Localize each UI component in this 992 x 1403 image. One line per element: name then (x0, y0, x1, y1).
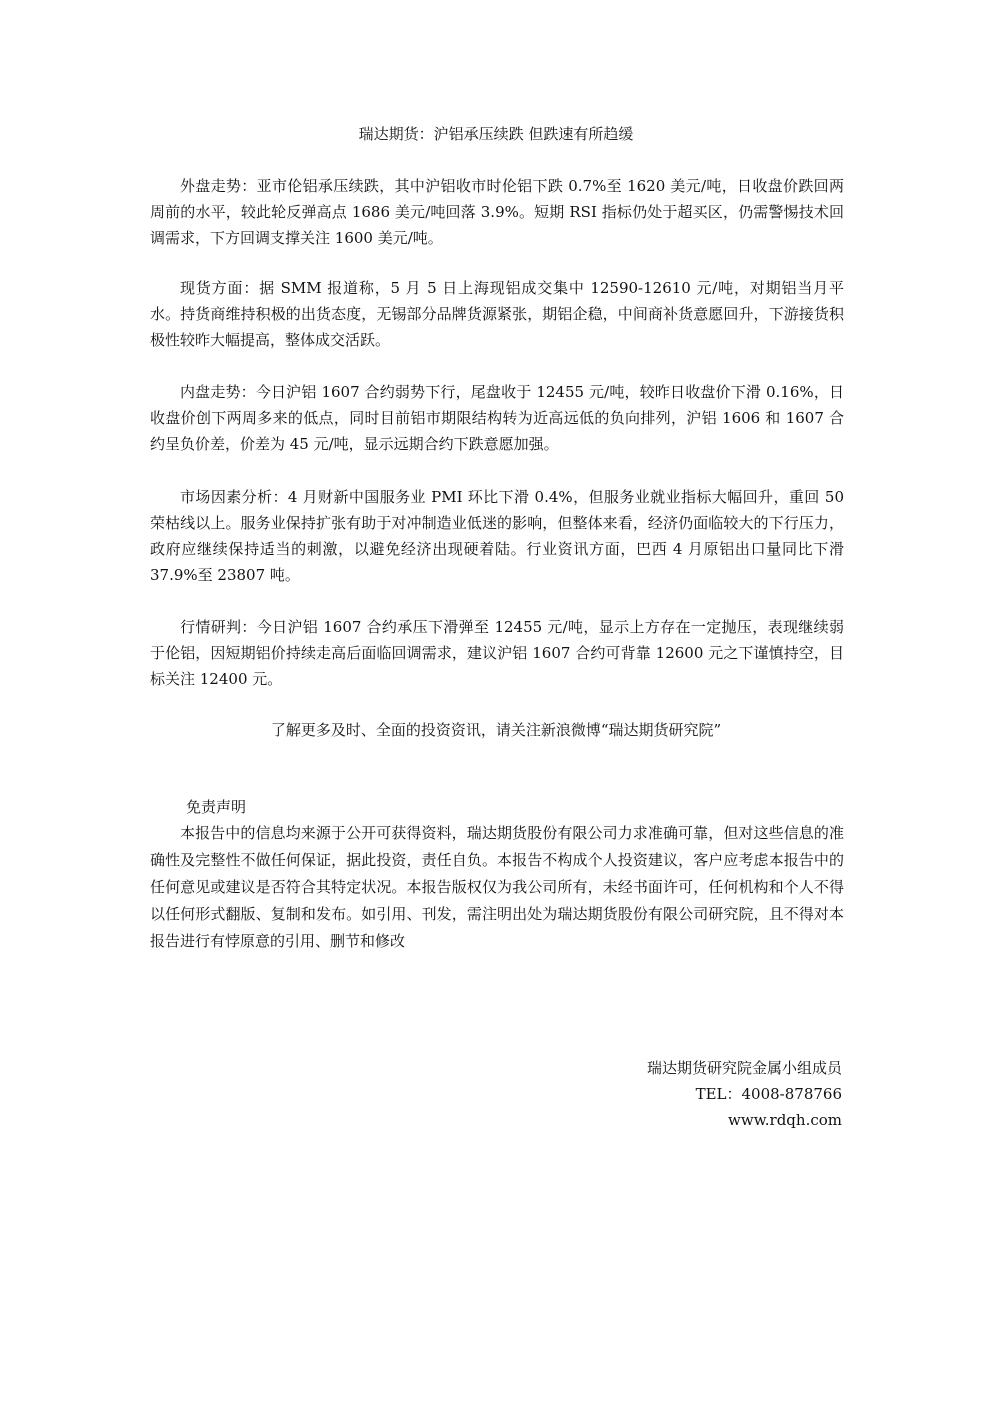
paragraph-market-factors: 市场因素分析：4 月财新中国服务业 PMI 环比下滑 0.4%，但服务业就业指标大幅回升，重回 50 荣枯线以上。服务业保持扩张有助于对冲制造业低迷的影响，但整体来看，经济仍面临较大的下行压力，政府应继续保持适当的刺激，以避免经济出现硬着陆。行业资讯方面，巴西 4 月原铝出口量同比下滑 37.9%至 23807 吨。 (150, 488, 844, 584)
document-title: 瑞达期货：沪铝承压续跌 但跌速有所趋缓 (358, 125, 634, 143)
paragraph-spot-market: 现货方面：据 SMM 报道称，5 月 5 日上海现铝成交集中 12590-12610 元/吨，对期铝当月平水。持货商维持积极的出货态度，无锡部分品牌货源紧张，期铝企稳，中间商补货意愿回升，下游接货积极性较昨大幅提高，整体成交活跃。 (150, 279, 844, 349)
signature-tel: TEL：4008-878766 (695, 1085, 842, 1103)
paragraph-market-outlook: 行情研判：今日沪铝 1607 合约承压下滑弹至 12455 元/吨，显示上方存在一定抛压，表现继续弱于伦铝，因短期铝价持续走高后面临回调需求，建议沪铝 1607 合约可背靠 12600 元之下谨慎持空，目标关注 12400 元。 (150, 618, 844, 688)
signature-website: www.rdqh.com (728, 1111, 842, 1129)
disclaimer-heading: 免责声明 (186, 798, 247, 816)
paragraph-domestic-market: 内盘走势：今日沪铝 1607 合约弱势下行，尾盘收于 12455 元/吨，较昨日收盘价下滑 0.16%，日收盘价创下两周多来的低点，同时目前铝市期限结构转为近高远低的负向排列，沪铝 1606 和 1607 合约呈负价差，价差为 45 元/吨，显示远期合约下跌意愿加强。 (150, 383, 844, 453)
disclaimer-body: 本报告中的信息均来源于公开可获得资料，瑞达期货股份有限公司力求准确可靠，但对这些信息的准确性及完整性不做任何保证，据此投资，责任自负。本报告不构成个人投资建议，客户应考虑本报告中的任何意见或建议是否符合其特定状况。本报告版权仅为我公司所有，未经书面许可，任何机构和个人不得以任何形式翻版、复制和发布。如引用、刊发，需注明出处为瑞达期货股份有限公司研究院，且不得对本报告进行有悖原意的引用、删节和修改 (150, 824, 844, 950)
paragraph-overseas-market: 外盘走势：亚市伦铝承压续跌，其中沪铝收市时伦铝下跌 0.7%至 1620 美元/吨，日收盘价跌回两周前的水平，较此轮反弹高点 1686 美元/吨回落 3.9%。短期 RSI 指标仍处于超买区，仍需警惕技术回调需求，下方回调支撑关注 1600 美元/吨。 (150, 177, 844, 247)
follow-note: 了解更多及时、全面的投资资讯，请关注新浪微博“瑞达期货研究院” (270, 721, 722, 739)
signature-org: 瑞达期货研究院金属小组成员 (646, 1059, 842, 1077)
